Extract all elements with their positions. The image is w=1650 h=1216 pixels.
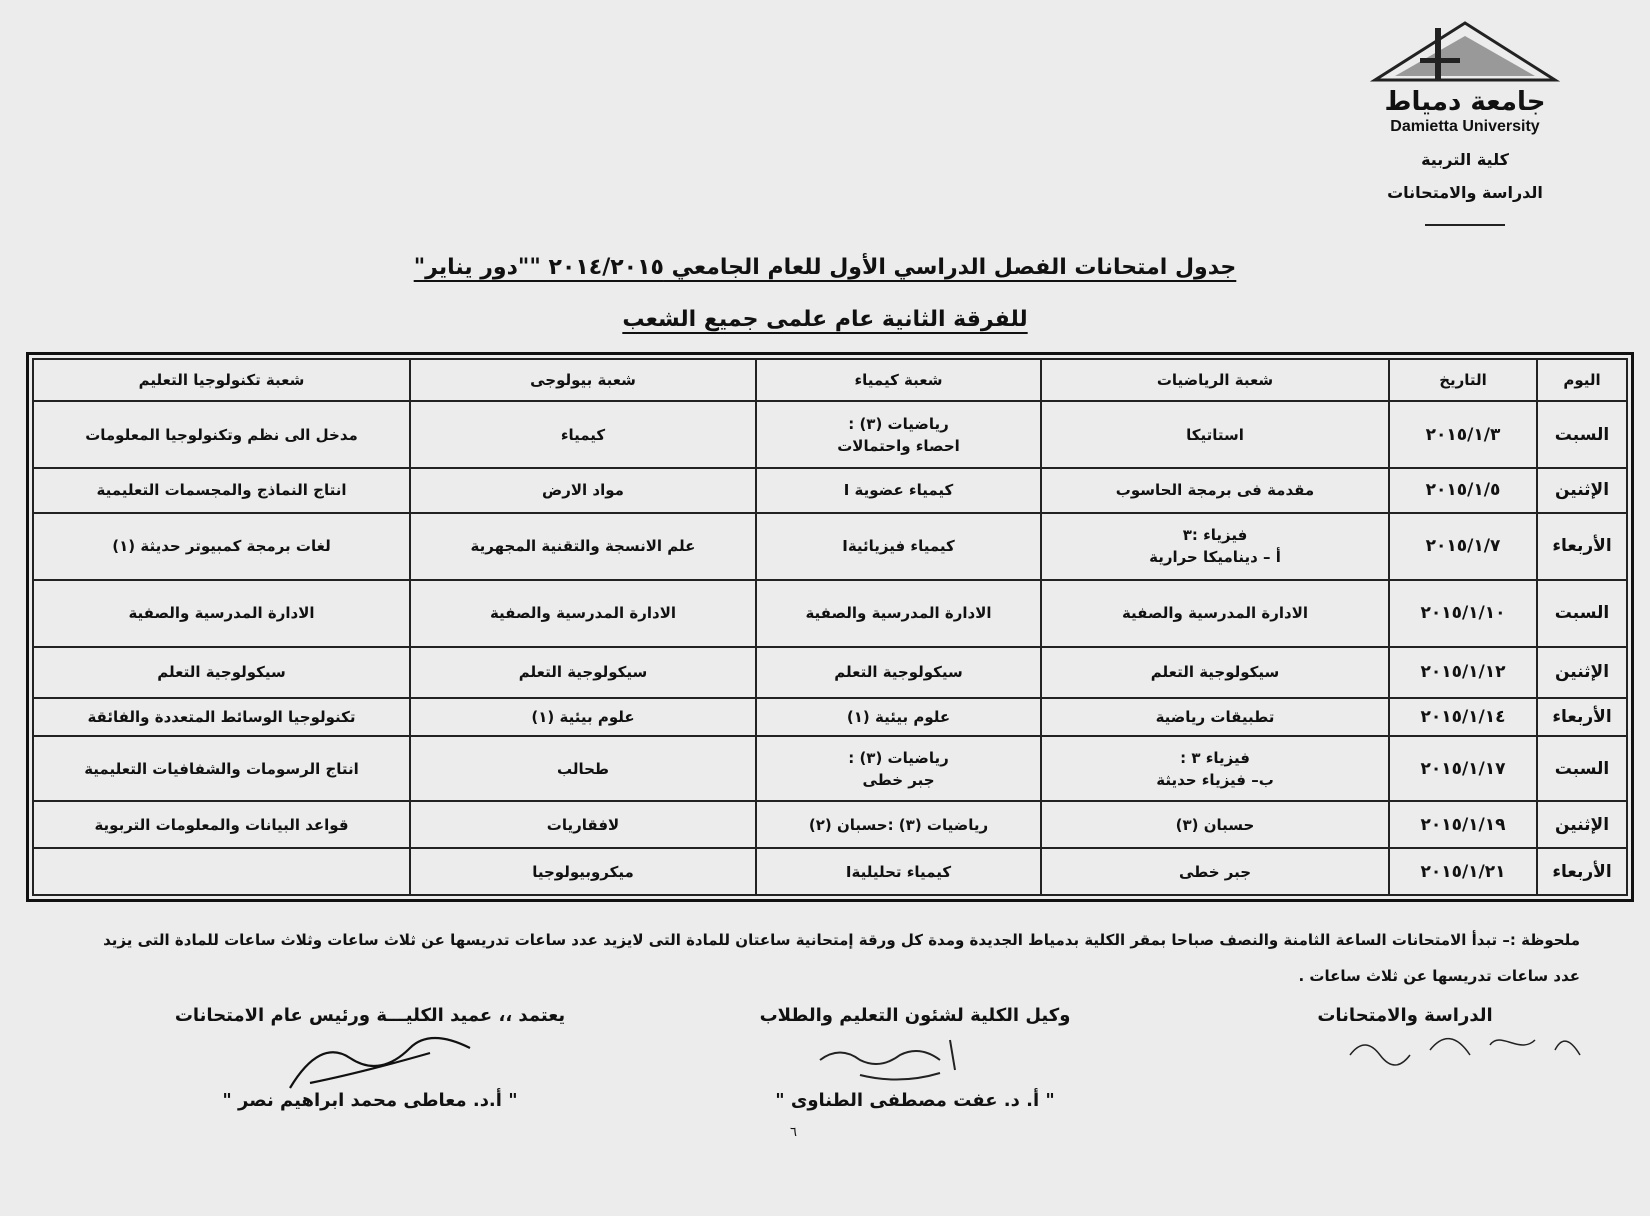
university-logo-icon <box>1365 18 1565 88</box>
cell-line: كيمياء عضوية I <box>843 481 954 500</box>
table-row <box>33 698 1627 737</box>
math-cell <box>1041 698 1389 737</box>
exam-schedule-table <box>32 358 1628 896</box>
table-row <box>33 848 1627 895</box>
date-cell: ٢٠١٥/١/١٧ <box>1389 736 1537 801</box>
document-title: جدول امتحانات الفصل الدراسي الأول للعام الجامعي ٢٠١٤/٢٠١٥ ""دور يناير" <box>413 255 1237 280</box>
cell-line: علوم بيئية (١) <box>846 708 951 727</box>
cell-line: قواعد البيانات والمعلومات التربوية <box>94 815 349 834</box>
table-header-row <box>33 359 1627 401</box>
cell-line: انتاج الرسومات والشفافيات التعليمية <box>84 759 359 778</box>
tech-cell <box>33 647 410 698</box>
header-day: اليوم <box>1537 359 1627 401</box>
date-cell: ٢٠١٥/١/٣ <box>1389 401 1537 468</box>
cell-line: أ – ديناميكا حرارية <box>1149 548 1281 567</box>
date-cell: ٢٠١٥/١/١٢ <box>1389 647 1537 698</box>
tech-cell <box>33 698 410 737</box>
cell-line: انتاج النماذج والمجسمات التعليمية <box>96 481 347 500</box>
cell-line: الادارة المدرسية والصفية <box>128 604 315 623</box>
math-cell <box>1041 401 1389 468</box>
cell-line: فيزياء ٣ : <box>1180 748 1250 767</box>
cell-line: الادارة المدرسية والصفية <box>489 604 677 623</box>
tech-cell <box>33 736 410 801</box>
bio-cell <box>410 401 756 468</box>
day-cell: السبت <box>1537 401 1627 468</box>
cell-line: كيمياء تحليليةI <box>845 862 952 881</box>
bio-cell <box>410 513 756 580</box>
tech-cell <box>33 513 410 580</box>
header-date: التاريخ <box>1389 359 1537 401</box>
bio-cell <box>410 801 756 848</box>
cell-line: علوم بيئية (١) <box>531 708 635 727</box>
cell-line: لغات برمجة كمبيوتر حديثة (١) <box>112 537 331 556</box>
note-line-2: عدد ساعات تدريسها عن ثلاث ساعات . <box>1298 967 1580 985</box>
signature-role: وكيل الكلية لشئون التعليم والطلاب <box>759 1005 1071 1026</box>
cell-line: علم الانسجة والتقنية المجهرية <box>470 537 696 556</box>
cell-line: سيكولوجية التعلم <box>1150 663 1280 682</box>
cell-line: مقدمة فى برمجة الحاسوب <box>1115 481 1315 500</box>
math-cell <box>1041 848 1389 895</box>
math-cell <box>1041 513 1389 580</box>
cell-line: جبر خطى <box>1178 862 1252 881</box>
cell-line: كيمياء <box>560 425 606 444</box>
university-name-en: Damietta University <box>1390 118 1540 135</box>
department-name: الدراسة والامتحانات <box>1387 183 1543 202</box>
date-cell: ٢٠١٥/١/٢١ <box>1389 848 1537 895</box>
math-cell <box>1041 468 1389 513</box>
cell-line: جبر خطى <box>862 770 935 789</box>
math-cell <box>1041 647 1389 698</box>
day-cell: الأربعاء <box>1537 848 1627 895</box>
header-chem: شعبة كيمياء <box>756 359 1041 401</box>
tech-cell <box>33 580 410 647</box>
cell-line: احصاء واحتمالات <box>837 436 960 455</box>
signature-role: يعتمد ،، عميد الكليـــة ورئيس عام الامتحانات <box>174 1005 566 1026</box>
faculty-name: كلية التربية <box>1421 150 1509 169</box>
day-cell: الأربعاء <box>1537 698 1627 737</box>
handwritten-signature-icon <box>1340 1020 1600 1070</box>
chem-cell <box>756 736 1041 801</box>
date-cell: ٢٠١٥/١/١٤ <box>1389 698 1537 737</box>
date-cell: ٢٠١٥/١/١٩ <box>1389 801 1537 848</box>
tech-cell <box>33 801 410 848</box>
date-cell: ٢٠١٥/١/٧ <box>1389 513 1537 580</box>
tech-cell <box>33 468 410 513</box>
cell-line: رياضيات (٣) :حسبان (٢) <box>808 815 989 834</box>
cell-line: تكنولوجيا الوسائط المتعددة والفائقة <box>87 708 356 727</box>
header-divider <box>1425 224 1505 226</box>
chem-cell <box>756 513 1041 580</box>
cell-line: رياضيات (٣) : <box>848 414 949 433</box>
header-math: شعبة الرياضيات <box>1041 359 1389 401</box>
cell-line: تطبيقات رياضية <box>1155 708 1275 727</box>
bio-cell <box>410 580 756 647</box>
math-cell <box>1041 736 1389 801</box>
cell-line: سيكولوجية التعلم <box>518 663 648 682</box>
signature-role: الدراسة والامتحانات <box>1317 1005 1493 1026</box>
bio-cell <box>410 647 756 698</box>
cell-line: ب– فيزياء حديثة <box>1156 770 1274 789</box>
table-row <box>33 580 1627 647</box>
header-tech: شعبة تكنولوجيا التعليم <box>33 359 410 401</box>
table-row <box>33 401 1627 468</box>
bio-cell <box>410 468 756 513</box>
day-cell: الأربعاء <box>1537 513 1627 580</box>
cell-line: فيزياء :٣ <box>1182 526 1248 545</box>
tech-cell <box>33 401 410 468</box>
chem-cell <box>756 647 1041 698</box>
chem-cell <box>756 801 1041 848</box>
day-cell: الإثنين <box>1537 801 1627 848</box>
table-row <box>33 513 1627 580</box>
day-cell: السبت <box>1537 580 1627 647</box>
schedule-table-frame <box>26 352 1634 902</box>
signature-name: " أ. د. عفت مصطفى الطناوى " <box>775 1090 1055 1111</box>
note-line-1: ملحوظة :– تبدأ الامتحانات الساعة الثامنة والنصف صباحا بمقر الكلية بدمياط الجديدة ومدة كل ورقة إمتحانية ساعتان للمادة التى لايزيد عدد ساعات تدريسها عن ثلاث ساعات وثلاث ساعات للمادة التى يزيد <box>103 931 1580 949</box>
cell-line: سيكولوجية التعلم <box>834 663 963 682</box>
bio-cell <box>410 848 756 895</box>
cell-line: مواد الارض <box>542 481 624 500</box>
cell-line: ميكروبيولوجيا <box>532 862 634 881</box>
handwritten-signature-icon <box>800 1030 1000 1090</box>
cell-line: لافقاريات <box>546 815 620 834</box>
cell-line: سيكولوجية التعلم <box>157 663 286 682</box>
math-cell <box>1041 801 1389 848</box>
day-cell: الإثنين <box>1537 647 1627 698</box>
tech-cell <box>33 848 410 895</box>
cell-line: الادارة المدرسية والصفية <box>805 604 992 623</box>
page-number: ٦ <box>790 1125 797 1140</box>
cell-line: حسبان (٣) <box>1175 815 1255 834</box>
document-subtitle: للفرقة الثانية عام علمى جميع الشعب <box>622 307 1028 332</box>
note-block <box>60 922 1580 994</box>
cell-line: رياضيات (٣) : <box>848 748 949 767</box>
table-row <box>33 736 1627 801</box>
date-cell: ٢٠١٥/١/٥ <box>1389 468 1537 513</box>
cell-line: طحالب <box>556 759 610 778</box>
day-cell: السبت <box>1537 736 1627 801</box>
chem-cell <box>756 401 1041 468</box>
chem-cell <box>756 580 1041 647</box>
signature-name: " أ.د. معاطى محمد ابراهيم نصر " <box>222 1090 518 1111</box>
date-cell: ٢٠١٥/١/١٠ <box>1389 580 1537 647</box>
header-bio: شعبة بيولوجى <box>410 359 756 401</box>
cell-line: استاتيكا <box>1186 425 1244 444</box>
cell-line: مدخل الى نظم وتكنولوجيا المعلومات <box>85 425 358 444</box>
chem-cell <box>756 468 1041 513</box>
header-logo-block <box>1350 18 1580 226</box>
bio-cell <box>410 698 756 737</box>
handwritten-signature-icon <box>270 1028 490 1098</box>
table-row <box>33 801 1627 848</box>
math-cell <box>1041 580 1389 647</box>
chem-cell <box>756 698 1041 737</box>
cell-line: الادارة المدرسية والصفية <box>1121 604 1309 623</box>
table-row <box>33 647 1627 698</box>
day-cell: الإثنين <box>1537 468 1627 513</box>
table-row <box>33 468 1627 513</box>
cell-line: كيمياء فيزيائيةI <box>842 537 955 556</box>
university-name-ar: جامعة دمياط <box>1384 87 1546 117</box>
chem-cell <box>756 848 1041 895</box>
bio-cell <box>410 736 756 801</box>
